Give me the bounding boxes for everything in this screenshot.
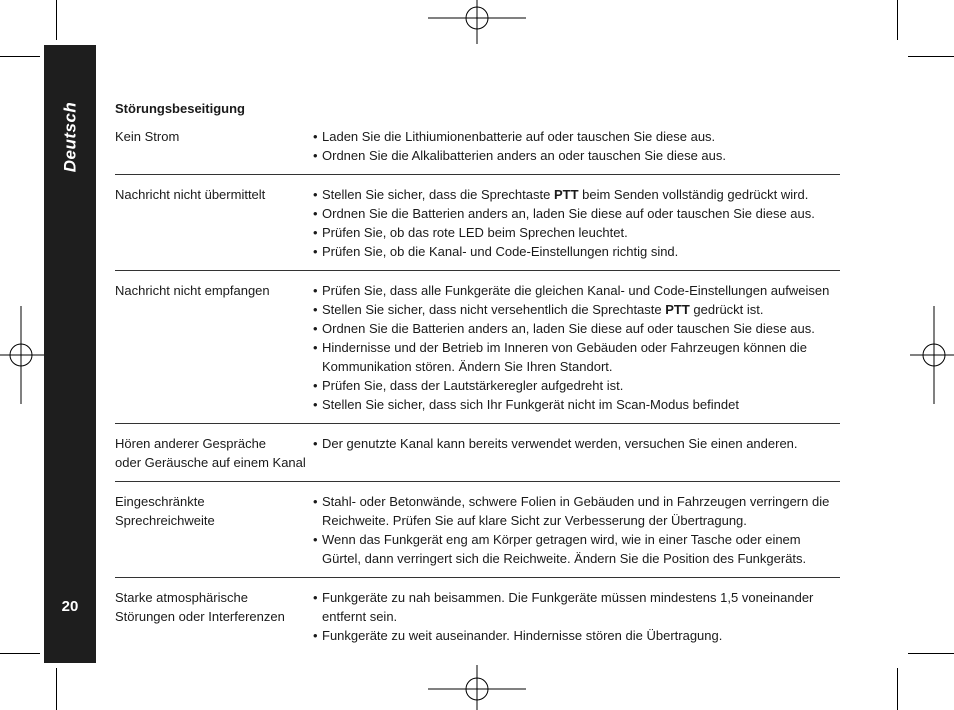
- remedy-item: • Laden Sie die Lithiumionenbatterie auf oder tauschen Sie diese aus.: [313, 127, 840, 146]
- language-label: [56, 102, 84, 172]
- button-name: PTT: [553, 187, 579, 202]
- problem-label: Kein Strom: [115, 129, 180, 144]
- problem-label: Nachricht nicht übermittelt: [115, 187, 266, 202]
- problem-label: Hören anderer Gespräche oder Geräusche auf einem Kanal: [115, 436, 306, 470]
- crop-mark: [0, 653, 40, 654]
- remedy-item: • Prüfen Sie, ob das rote LED beim Sprechen leuchtet.: [313, 223, 840, 242]
- remedy-list: [313, 185, 840, 261]
- remedy-item: • Prüfen Sie, dass der Lautstärkeregler aufgedreht ist.: [313, 376, 840, 395]
- troubleshooting-table: [115, 127, 840, 654]
- section-heading: Störungsbeseitigung: [115, 101, 245, 116]
- remedy-text: Stellen Sie sicher, dass nicht versehentlich die Sprechtaste: [322, 302, 666, 317]
- remedy-list: [313, 281, 840, 414]
- page-number: 20: [61, 598, 79, 615]
- remedy-item: • Funkgeräte zu weit auseinander. Hindernisse stören die Übertragung.: [313, 626, 840, 645]
- registration-mark-bottom: [428, 665, 526, 710]
- remedy-item: • Prüfen Sie, dass alle Funkgeräte die gleichen Kanal- und Code-Einstellungen aufweisen: [313, 281, 840, 300]
- registration-mark-top: [428, 0, 526, 44]
- troubleshooting-row: [115, 434, 840, 482]
- remedy-text: beim Senden vollständig gedrückt wird.: [578, 187, 809, 202]
- troubleshooting-row: [115, 492, 840, 578]
- remedy-item: • Hindernisse und der Betrieb im Inneren von Gebäuden oder Fahrzeugen können die Kommunikation stören. Ändern Sie Ihren Standort.: [313, 338, 840, 376]
- remedy-item: • Ordnen Sie die Alkalibatterien anders an oder tauschen Sie diese aus.: [313, 146, 840, 165]
- troubleshooting-section: [115, 100, 840, 664]
- remedy-list: [313, 434, 840, 472]
- remedy-item: • Prüfen Sie, ob die Kanal- und Code-Einstellungen richtig sind.: [313, 242, 840, 261]
- remedy-item: • Ordnen Sie die Batterien anders an, laden Sie diese auf oder tauschen Sie diese aus.: [313, 204, 840, 223]
- remedy-item: • Stahl- oder Betonwände, schwere Folien in Gebäuden und in Fahrzeugen verringern die Reichweite. Prüfen Sie auf klare Sicht zur Verbesserung der Übertragung.: [313, 492, 840, 530]
- remedy-list: [313, 127, 840, 165]
- crop-mark: [908, 653, 954, 654]
- remedy-item: • Funkgeräte zu nah beisammen. Die Funkgeräte müssen mindestens 1,5 voneinander entfernt sein.: [313, 588, 840, 626]
- remedy-text: Stellen Sie sicher, dass die Sprechtaste: [322, 187, 554, 202]
- remedy-item: • Wenn das Funkgerät eng am Körper getragen wird, wie in einer Tasche oder einem Gürtel, dann verringert sich die Reichweite. Ändern Sie die Position des Funkgeräts.: [313, 530, 840, 568]
- button-name: PTT: [665, 302, 690, 317]
- troubleshooting-row: [115, 127, 840, 175]
- crop-mark: [56, 0, 57, 40]
- remedy-list: [313, 588, 840, 645]
- registration-mark-left: [0, 306, 44, 404]
- troubleshooting-row: [115, 281, 840, 424]
- crop-mark: [56, 668, 57, 710]
- remedy-list: [313, 492, 840, 568]
- crop-mark: [897, 668, 898, 710]
- crop-mark: [897, 0, 898, 40]
- problem-label: Starke atmosphärische Störungen oder Interferenzen: [115, 590, 285, 624]
- registration-mark-right: [910, 306, 954, 404]
- problem-label: Nachricht nicht empfangen: [115, 283, 270, 298]
- remedy-text: gedrückt ist.: [689, 302, 764, 317]
- remedy-item: • Stellen Sie sicher, dass sich Ihr Funkgerät nicht im Scan-Modus befindet: [313, 395, 840, 414]
- remedy-item: • Der genutzte Kanal kann bereits verwendet werden, versuchen Sie einen anderen.: [313, 434, 840, 453]
- crop-mark: [0, 56, 40, 57]
- problem-label: Eingeschränkte Sprechreichweite: [115, 494, 215, 528]
- remedy-item: • Ordnen Sie die Batterien anders an, laden Sie diese auf oder tauschen Sie diese aus.: [313, 319, 840, 338]
- language-label-text: Deutsch: [60, 101, 80, 173]
- crop-mark: [908, 56, 954, 57]
- remedy-item: [313, 185, 840, 204]
- troubleshooting-row: [115, 588, 840, 654]
- troubleshooting-row: [115, 185, 840, 271]
- remedy-item: [313, 300, 840, 319]
